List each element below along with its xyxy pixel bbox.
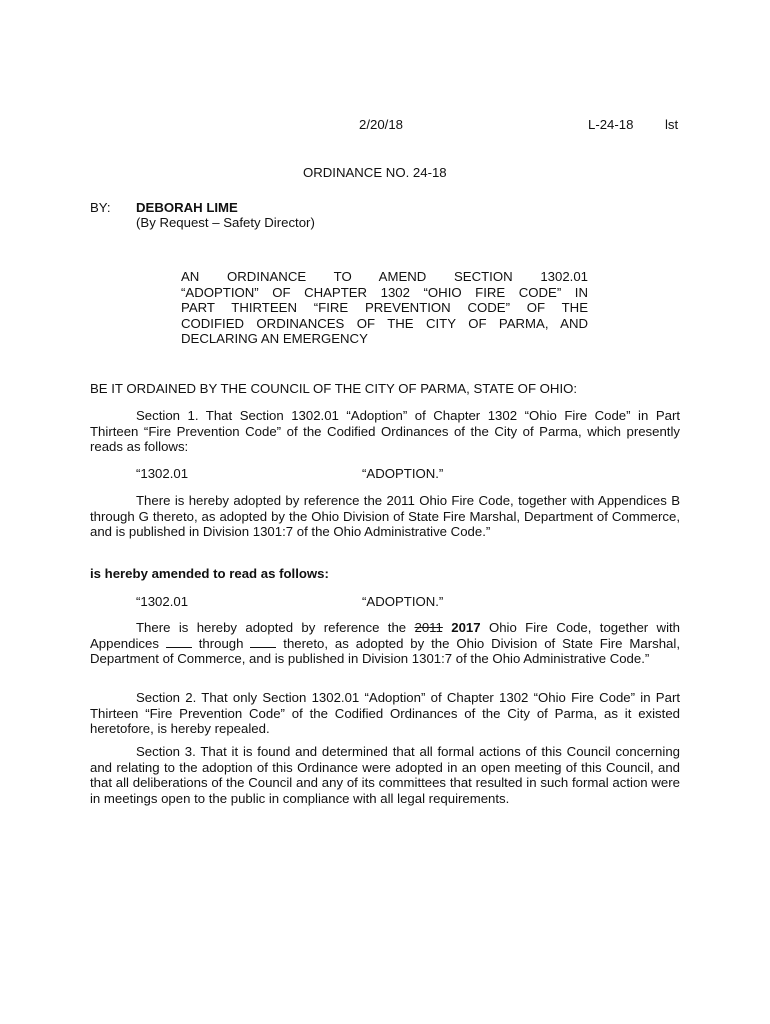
title-line: DECLARING AN EMERGENCY bbox=[181, 331, 368, 346]
section-1-paragraph: Section 1. That Section 1302.01 “Adoption” of Chapter 1302 “Ohio Fire Code” in Part Thirteen “Fire Prevention Code” of the Codified Ordinances of the City of Parma, which presently reads as follows: bbox=[90, 408, 680, 454]
blank-line bbox=[250, 637, 276, 648]
new-text-mid: Ohio Fire Code, together with Appendices bbox=[90, 620, 681, 651]
ordinance-number: ORDINANCE NO. 24-18 bbox=[303, 165, 447, 180]
header-date: 2/20/18 bbox=[359, 117, 403, 132]
enacting-clause: BE IT ORDAINED BY THE COUNCIL OF THE CITY OF PARMA, STATE OF OHIO: bbox=[90, 381, 578, 396]
header-file-number: L-24-18 bbox=[588, 117, 634, 132]
section-2-paragraph: Section 2. That only Section 1302.01 “Adoption” of Chapter 1302 “Ohio Fire Code” in Part Thirteen “Fire Prevention Code” of the Codified Ordinances of the City of Parma, as it existed heretofore, is hereby repealed. bbox=[90, 690, 680, 736]
title-line: “ADOPTION” OF CHAPTER 1302 “OHIO FIRE CODE” IN bbox=[181, 284, 588, 300]
section-3-paragraph: Section 3. That it is found and determined that all formal actions of this Council concerning and relating to the adoption of this Ordinance were adopted in an open meeting of this Council, and that all deliberations of the Council and any of its committees that resulted in such formal action were in meetings open to the public in compliance with all legal requirements. bbox=[90, 744, 680, 806]
new-text-through: through bbox=[191, 635, 251, 651]
amend-label: is hereby amended to read as follows: bbox=[90, 566, 329, 581]
header-reading: lst bbox=[665, 117, 679, 132]
title-line: CODIFIED ORDINANCES OF THE CITY OF PARMA, AND bbox=[181, 315, 588, 331]
title-line: AN ORDINANCE TO AMEND SECTION 1302.01 bbox=[181, 269, 588, 284]
new-section-text bbox=[90, 620, 680, 667]
by-label: BY: bbox=[90, 200, 111, 215]
old-section-number: “1302.01 bbox=[136, 466, 189, 481]
struck-year: 2011 bbox=[414, 620, 443, 635]
old-section-heading: “ADOPTION.” bbox=[362, 466, 444, 481]
blank-line bbox=[166, 637, 192, 648]
title-line: PART THIRTEEN “FIRE PREVENTION CODE” OF THE bbox=[181, 300, 588, 315]
ordinance-title bbox=[181, 269, 588, 347]
inserted-year: 2017 bbox=[451, 620, 481, 635]
new-section-number: “1302.01 bbox=[136, 594, 189, 609]
new-text-before: There is hereby adopted by reference the bbox=[136, 620, 415, 635]
new-text-after: thereto, as adopted by the Ohio Division of State Fire Marshal, Department of Commerce, and is published in Division 1301:7 of the Ohio Administrative Code.” bbox=[90, 635, 680, 666]
sponsor-note: (By Request – Safety Director) bbox=[136, 215, 315, 230]
new-section-heading: “ADOPTION.” bbox=[362, 594, 444, 609]
old-section-text: There is hereby adopted by reference the 2011 Ohio Fire Code, together with Appendices B through G thereto, as adopted by the Ohio Division of State Fire Marshal, Department of Commerce, and is published in Division 1301:7 of the Ohio Administrative Code.” bbox=[90, 493, 680, 539]
sponsor-name: DEBORAH LIME bbox=[136, 200, 238, 215]
